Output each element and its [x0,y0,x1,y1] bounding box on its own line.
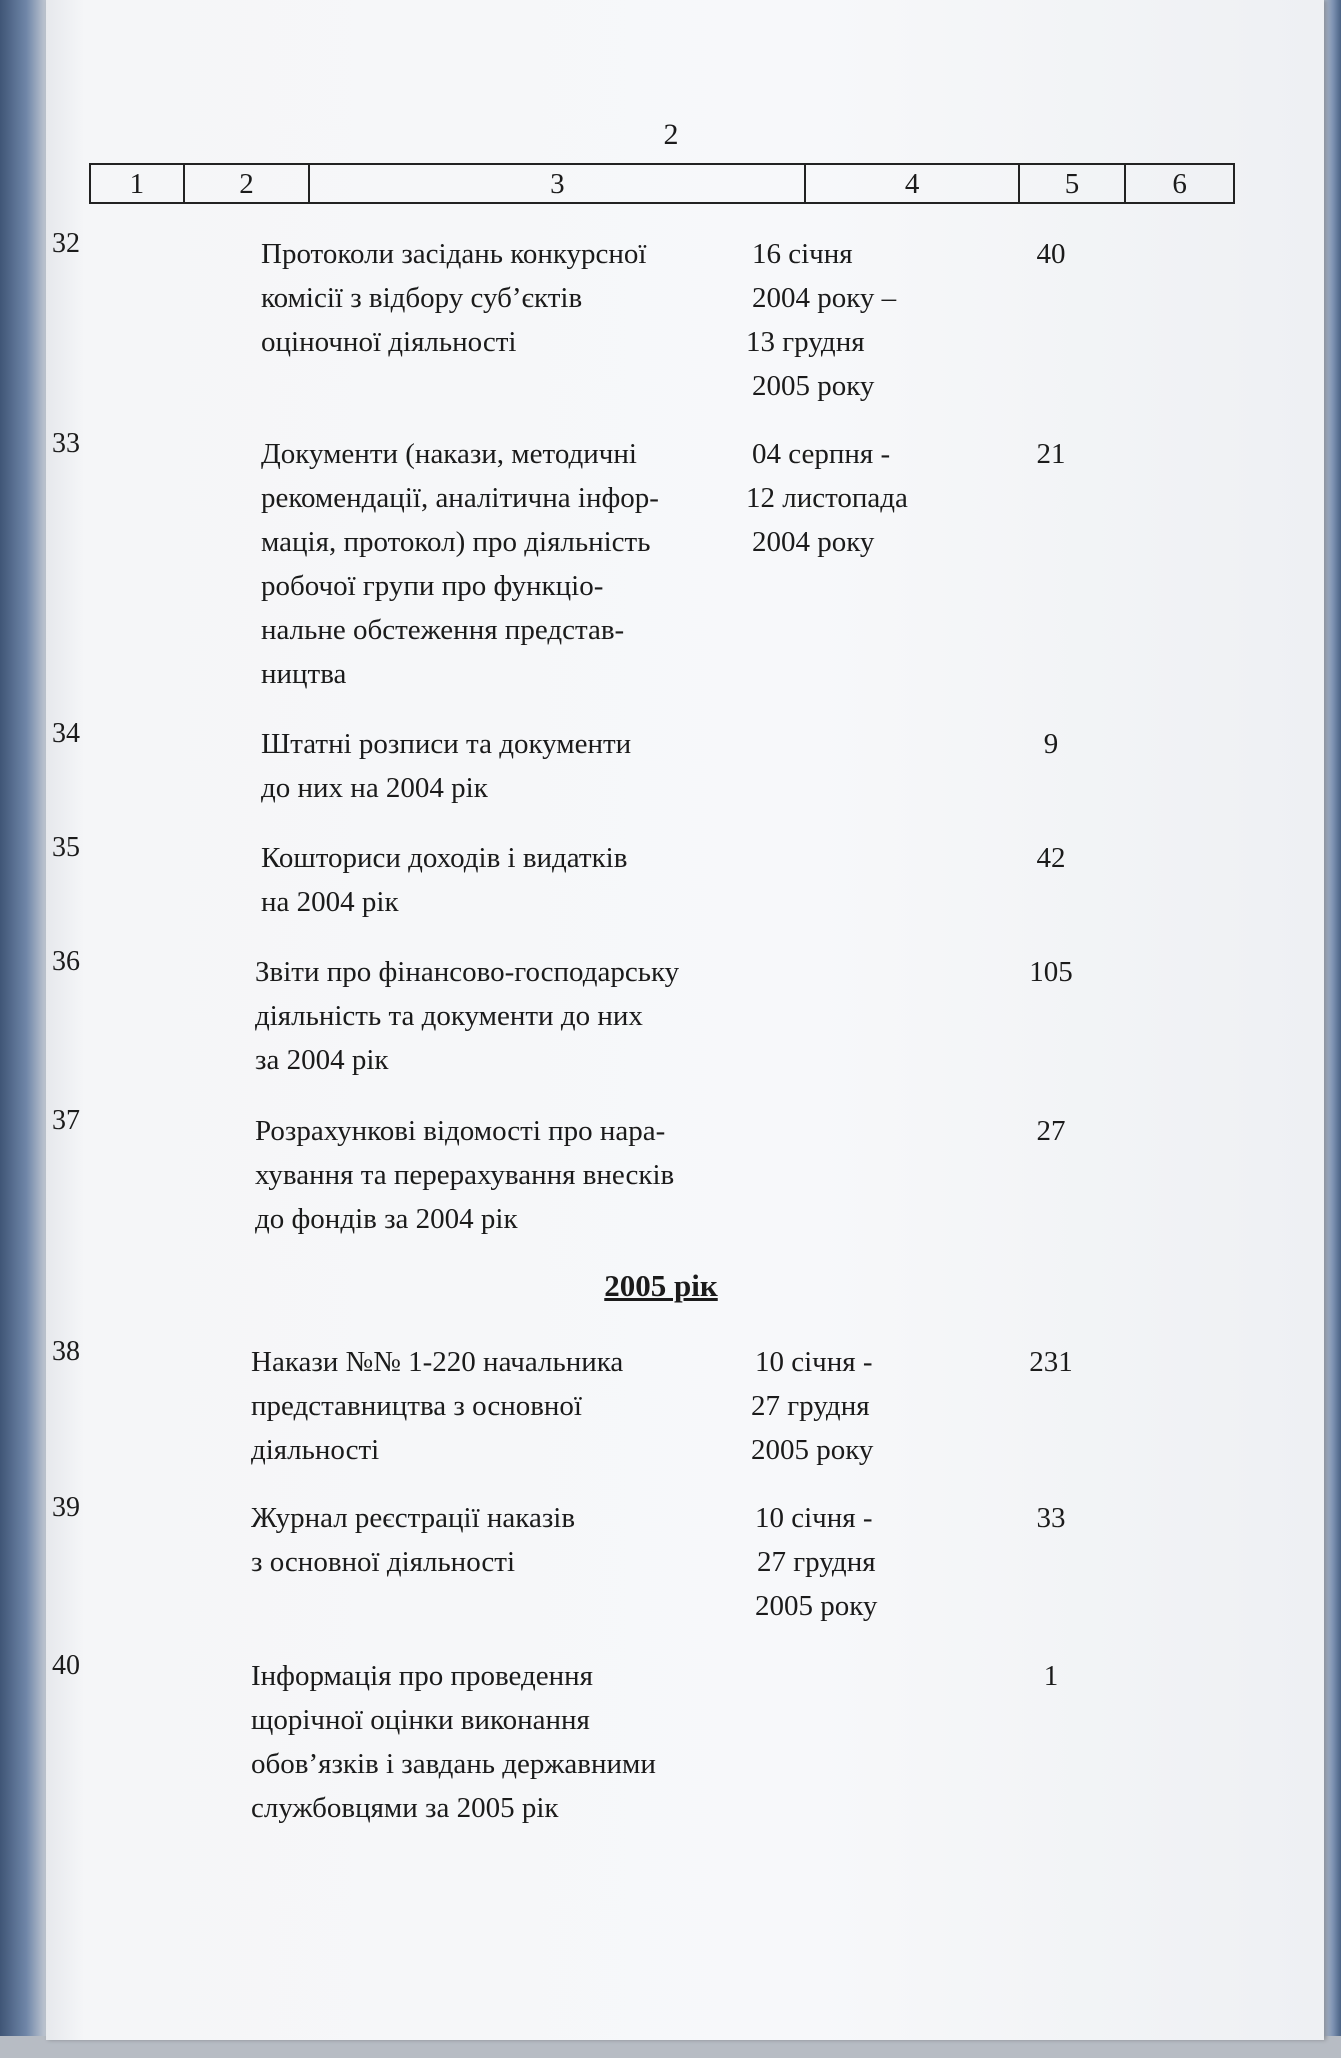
record-title [261,232,781,364]
record-count: 9 [1043,728,1059,760]
date-line: 27 грудня [751,1390,870,1422]
record-count: 40 [1036,238,1066,270]
title-line: мація, протокол) про діяльність [261,526,651,558]
page-number: 2 [663,118,679,151]
year-heading: 2005 рік [604,1268,718,1303]
title-line: ництва [261,658,347,690]
title-line: Звіти про фінансово-господарську [255,956,680,988]
title-line: Штатні розписи та документи [261,728,632,760]
date-line: 2005 року [755,1590,878,1622]
title-line: за 2004 рік [255,1044,389,1076]
title-line: Протоколи засідань конкурсної [261,238,647,270]
title-line: Розрахункові відомості про нара- [255,1115,666,1147]
backdrop-right [1321,0,1341,2058]
title-line: обов’язків і завдань державними [251,1748,656,1780]
date-line: 2005 року [751,1434,874,1466]
date-line: 2004 року – [752,282,897,314]
column-header-6: 6 [1172,168,1187,200]
title-line: хування та перерахування внесків [255,1159,675,1191]
column-header-4: 4 [806,165,1019,202]
record-title [255,1109,775,1241]
title-line: оціночної діяльності [261,326,517,358]
date-line: 04 серпня - [752,438,891,470]
title-line: нальне обстеження представ- [261,614,625,646]
column-header-row [89,163,1235,204]
record-count: 27 [1036,1115,1066,1147]
date-line: 12 листопада [746,482,908,514]
title-line: щорічної оцінки виконання [251,1704,590,1736]
title-line: представництва з основної [251,1390,582,1422]
record-dates [746,432,976,564]
record-title [261,722,781,810]
record-count: 1 [1043,1660,1059,1692]
record-count: 33 [1036,1502,1066,1534]
record-count: 231 [1029,1346,1073,1378]
date-line: 27 грудня [757,1546,876,1578]
date-line: 10 січня - [755,1346,873,1378]
record-number: 36 [52,946,80,977]
column-header-5: 5 [1020,165,1127,202]
record-title [261,836,781,924]
record-title [251,1340,771,1472]
record-title [251,1654,771,1830]
record-number: 40 [52,1650,80,1681]
record-number: 39 [52,1492,80,1523]
title-line: Інформація про проведення [251,1660,594,1692]
record-title [261,432,781,696]
column-header-1: 1 [91,165,185,202]
document-page [46,0,1324,2040]
title-line: комісії з відбору суб’єктів [261,282,583,314]
record-number: 32 [52,228,80,259]
record-number: 38 [52,1336,80,1367]
date-line: 2005 року [752,370,875,402]
column-header-3: 3 [310,165,806,202]
record-number: 37 [52,1105,80,1136]
record-dates [746,232,976,408]
date-line: 13 грудня [746,326,865,358]
date-line: 16 січня [752,238,853,270]
record-number: 33 [52,428,80,459]
title-line: Кошториси доходів і видатків [261,842,628,874]
title-line: службовцями за 2005 рік [251,1792,559,1824]
record-count: 105 [1029,956,1073,988]
record-title [255,950,775,1082]
backdrop-left [0,0,48,2058]
record-count: 42 [1036,842,1066,874]
record-count: 21 [1036,438,1066,470]
record-dates [751,1496,981,1628]
date-line: 10 січня - [755,1502,873,1534]
title-line: до них на 2004 рік [261,772,488,804]
title-line: Накази №№ 1-220 начальника [251,1346,624,1378]
title-line: діяльності [251,1434,380,1466]
record-number: 34 [52,718,80,749]
record-dates [751,1340,981,1472]
record-number: 35 [52,832,80,863]
record-title [251,1496,771,1584]
title-line: Документи (накази, методичні [261,438,637,470]
title-line: з основної діяльності [251,1546,516,1578]
title-line: діяльність та документи до них [255,1000,643,1032]
title-line: Журнал реєстрації наказів [251,1502,576,1534]
title-line: до фондів за 2004 рік [255,1203,518,1235]
title-line: робочої групи про функціо- [261,570,604,602]
date-line: 2004 року [752,526,875,558]
title-line: на 2004 рік [261,886,399,918]
title-line: рекомендації, аналітична інфор- [261,482,659,514]
column-header-2: 2 [185,165,311,202]
